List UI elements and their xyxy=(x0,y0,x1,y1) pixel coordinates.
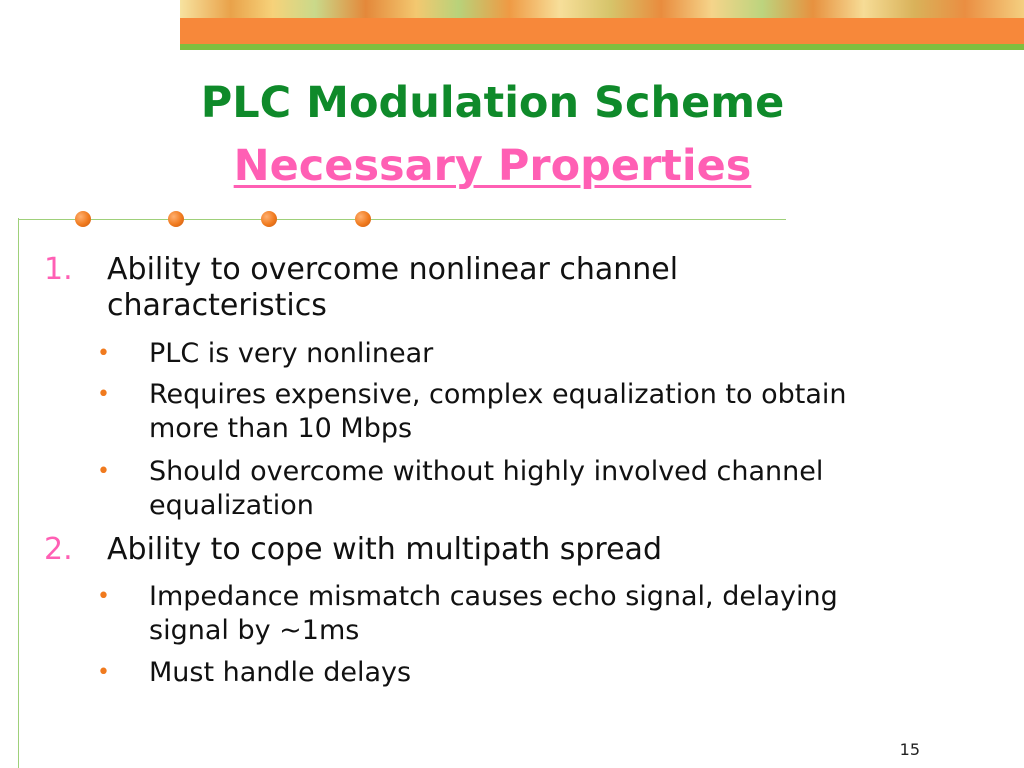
sub-bullet-text-continued: more than 10 Mbps xyxy=(149,413,413,444)
bullet-icon: • xyxy=(97,382,110,407)
sub-bullet-text: PLC is very nonlinear xyxy=(149,338,434,369)
bullet-icon: • xyxy=(97,341,110,366)
slide-subtitle: Necessary Properties xyxy=(233,141,752,191)
item-number: 2. xyxy=(44,532,73,567)
bullet-icon: • xyxy=(97,459,110,484)
sub-bullet-text-continued: equalization xyxy=(149,490,314,521)
sub-bullet-text-continued: signal by ~1ms xyxy=(149,615,360,646)
sub-bullet-text: Should overcome without highly involved channel xyxy=(149,456,824,487)
page-number: 15 xyxy=(899,740,920,759)
sub-bullet-text: Must handle delays xyxy=(149,657,412,688)
sub-bullet-text: Impedance mismatch causes echo signal, delaying xyxy=(149,581,838,612)
bullet-icon: • xyxy=(97,584,110,609)
item-text-continued: characteristics xyxy=(107,288,327,323)
item-number: 1. xyxy=(44,252,73,287)
slide-title: PLC Modulation Scheme xyxy=(200,78,785,128)
item-text: Ability to cope with multipath spread xyxy=(107,532,662,567)
item-text: Ability to overcome nonlinear channel xyxy=(107,252,679,287)
bullet-icon: • xyxy=(97,660,110,685)
sub-bullet-text: Requires expensive, complex equalization to obtain xyxy=(149,379,847,410)
